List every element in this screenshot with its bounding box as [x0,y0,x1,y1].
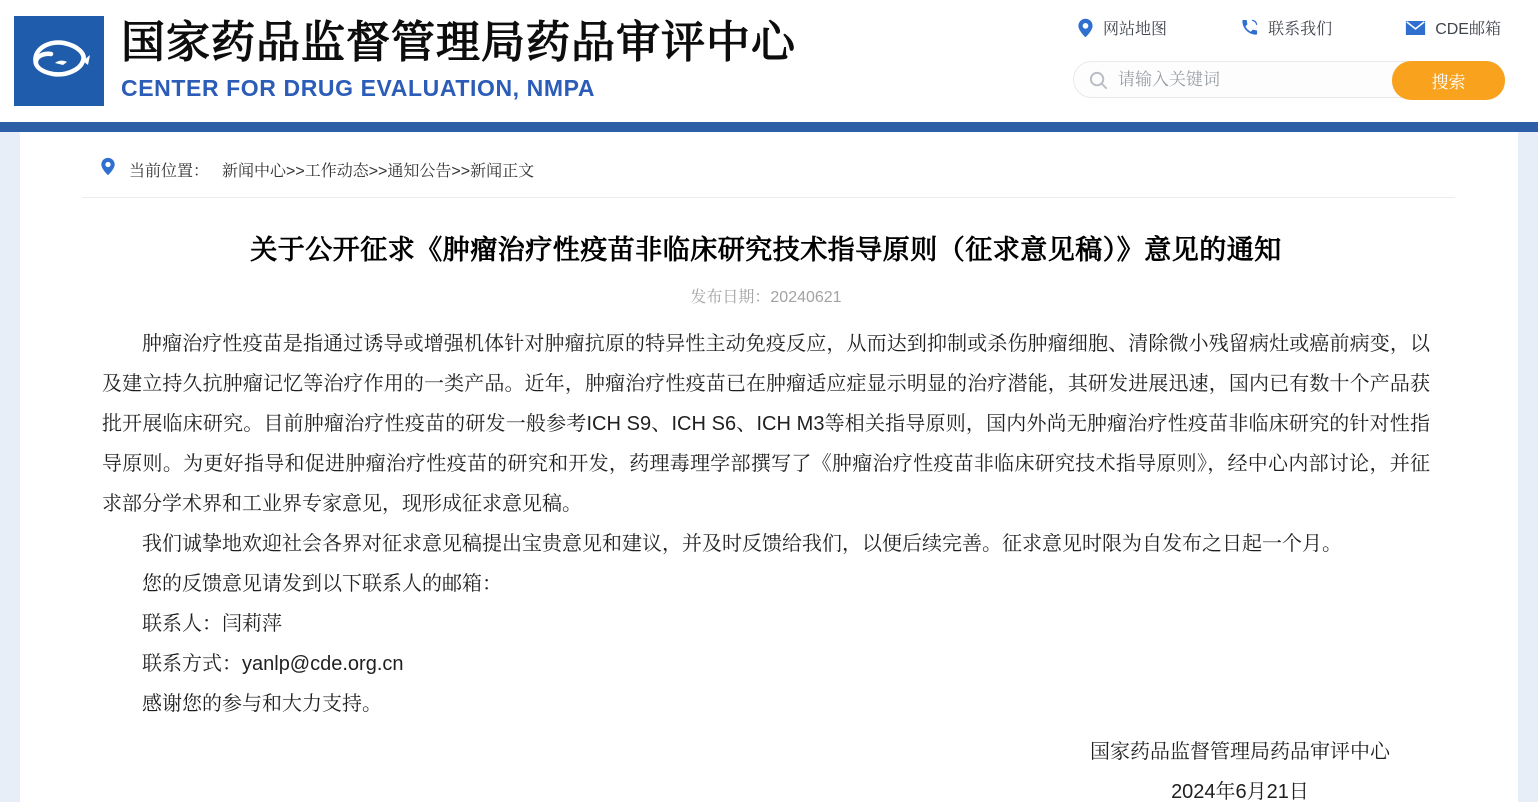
breadcrumb-pin-icon [100,156,116,182]
article [20,228,1518,802]
sitemap-link[interactable] [1077,16,1167,39]
location-pin-icon [1077,18,1094,38]
site-header [0,0,1538,122]
phone-icon [1240,18,1259,37]
header-divider-bar [0,122,1538,132]
signature-block [1090,732,1390,802]
article-title: 关于公开征求《肿瘤治疗性疫苗非临床研究技术指导原则（征求意见稿）》意见的通知 [250,235,1282,265]
signature-date: 2024年6月21日 [1171,781,1309,802]
contact-us-link-label: 联系我们 [1268,21,1333,38]
paragraph-intro: 肿瘤治疗性疫苗是指通过诱导或增强机体针对肿瘤抗原的特异性主动免疫反应，从而达到抑制或杀伤肿瘤细胞、清除微小残留病灶或癌前病变，以及建立持久抗肿瘤记忆等治疗作用的一类产品。近年，肿瘤治疗性疫苗已在肿瘤适应症显示明显的治疗潜能，其研发进展迅速，国内已有数十个产品获批开展临床研究。目前肿瘤治疗性疫苗的研发一般参考ICH S9、ICH S6、ICH M3等相关指导原则，国内外尚无肿瘤治疗性疫苗非临床研究的针对性指导原则。为更好指导和促进肿瘤治疗性疫苗的研究和开发，药理毒理学部撰写了《肿瘤治疗性疫苗非临床研究技术指导原则》，经中心内部讨论，并征求部分学术界和工业界专家意见，现形成征求意见稿。 [102,333,1430,515]
search-icon [1088,70,1109,96]
quick-links [1073,16,1505,39]
cde-logo [14,16,104,106]
breadcrumb-section [20,132,1518,198]
search-bar [1073,61,1505,98]
contact-person-line: 联系人：闫莉萍 [142,613,282,635]
contact-email-line: 联系方式：yanlp@cde.org.cn [142,653,404,675]
breadcrumb-path[interactable]: 新闻中心>>工作动态>>通知公告>>新闻正文 [222,162,535,180]
content-card [20,132,1518,802]
cde-mailbox-link-label: CDE邮箱 [1435,21,1501,38]
cde-mailbox-link[interactable] [1405,16,1501,39]
breadcrumb [82,156,1455,198]
site-title-cn: 国家药品监督管理局药品审评中心 [121,18,796,68]
paragraph-feedback-instruction: 您的反馈意见请发到以下联系人的邮箱： [142,573,502,595]
envelope-icon [1405,20,1426,36]
breadcrumb-label: 当前位置： [129,162,210,180]
search-button[interactable]: 搜索 [1392,61,1505,100]
site-titles [121,20,796,101]
sitemap-link-label: 网站地图 [1103,21,1168,38]
contact-us-link[interactable] [1240,16,1332,39]
site-title-en: CENTER FOR DRUG EVALUATION, NMPA [121,74,596,101]
paragraph-invitation: 我们诚挚地欢迎社会各界对征求意见稿提出宝贵意见和建议，并及时反馈给我们，以便后续完善。征求意见时限为自发布之日起一个月。 [142,533,1342,555]
cde-logo-swirl-icon [22,24,96,98]
article-body [102,324,1430,724]
signature-org: 国家药品监督管理局药品审评中心 [1090,741,1390,763]
publish-date: 发布日期：20240621 [690,289,842,306]
header-utility-area [1073,16,1505,98]
thanks-line: 感谢您的参与和大力支持。 [142,693,382,715]
